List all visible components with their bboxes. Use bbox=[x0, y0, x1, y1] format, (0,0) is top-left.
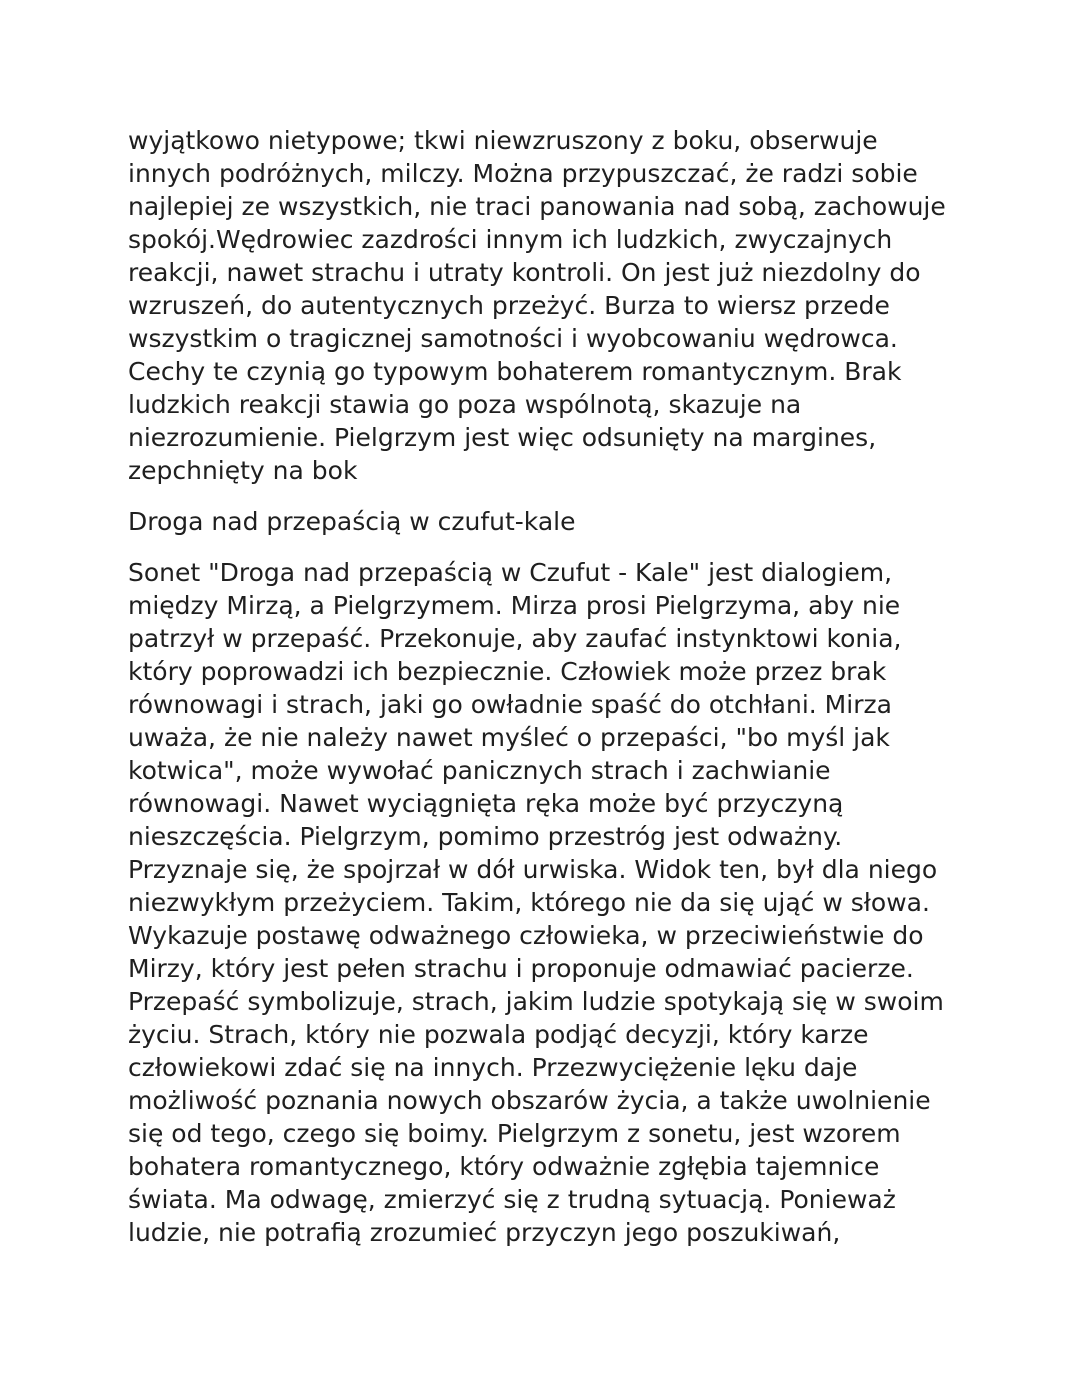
text-line: Wykazuje postawę odważnego człowieka, w przeciwieństwie do bbox=[128, 921, 924, 950]
text-line: niezrozumienie. Pielgrzym jest więc odsunięty na margines, bbox=[128, 423, 877, 452]
text-line: najlepiej ze wszystkich, nie traci panowania nad sobą, zachowuje bbox=[128, 192, 946, 221]
text-line: reakcji, nawet strachu i utraty kontroli. On jest już niezdolny do bbox=[128, 258, 921, 287]
text-line: ludzie, nie potrafią zrozumieć przyczyn jego poszukiwań, bbox=[128, 1218, 841, 1247]
text-line: niezwykłym przeżyciem. Takim, którego nie da się ująć w słowa. bbox=[128, 888, 930, 917]
heading-text: Droga nad przepaścią w czufut-kale bbox=[128, 507, 576, 536]
text-line: Sonet "Droga nad przepaścią w Czufut - Kale" jest dialogiem, bbox=[128, 558, 893, 587]
text-line: między Mirzą, a Pielgrzymem. Mirza prosi Pielgrzyma, aby nie bbox=[128, 591, 901, 620]
paragraph-sonnet-analysis bbox=[128, 556, 1008, 1249]
text-line: wzruszeń, do autentycznych przeżyć. Burza to wiersz przede bbox=[128, 291, 890, 320]
text-line: innych podróżnych, milczy. Można przypuszczać, że radzi sobie bbox=[128, 159, 918, 188]
text-line: uważa, że nie należy nawet myśleć o przepaści, "bo myśl jak bbox=[128, 723, 890, 752]
text-line: człowiekowi zdać się na innych. Przezwyciężenie lęku daje bbox=[128, 1053, 858, 1082]
text-line: zepchnięty na bok bbox=[128, 456, 358, 485]
text-line: kotwica", może wywołać panicznych strach i zachwianie bbox=[128, 756, 831, 785]
text-line: Mirzy, który jest pełen strachu i proponuje odmawiać pacierze. bbox=[128, 954, 914, 983]
section-heading bbox=[128, 505, 1008, 538]
text-line: wyjątkowo nietypowe; tkwi niewzruszony z boku, obserwuje bbox=[128, 126, 878, 155]
paragraph-storm-analysis bbox=[128, 124, 1008, 487]
text-line: spokój.Wędrowiec zazdrości innym ich ludzkich, zwyczajnych bbox=[128, 225, 893, 254]
text-line: który poprowadzi ich bezpiecznie. Człowiek może przez brak bbox=[128, 657, 887, 686]
text-line: bohatera romantycznego, który odważnie zgłębia tajemnice bbox=[128, 1152, 880, 1181]
text-line: patrzył w przepaść. Przekonuje, aby zaufać instynktowi konia, bbox=[128, 624, 902, 653]
text-line: ludzkich reakcji stawia go poza wspólnotą, skazuje na bbox=[128, 390, 802, 419]
text-line: Cechy te czynią go typowym bohaterem romantycznym. Brak bbox=[128, 357, 902, 386]
text-line: Przyznaje się, że spojrzał w dół urwiska. Widok ten, był dla niego bbox=[128, 855, 938, 884]
text-line: Przepaść symbolizuje, strach, jakim ludzie spotykają się w swoim bbox=[128, 987, 944, 1016]
text-line: możliwość poznania nowych obszarów życia, a także uwolnienie bbox=[128, 1086, 931, 1115]
text-line: się od tego, czego się boimy. Pielgrzym z sonetu, jest wzorem bbox=[128, 1119, 901, 1148]
text-line: życiu. Strach, który nie pozwala podjąć decyzji, który karze bbox=[128, 1020, 869, 1049]
text-line: wszystkim o tragicznej samotności i wyobcowaniu wędrowca. bbox=[128, 324, 898, 353]
text-line: równowagi i strach, jaki go owładnie spaść do otchłani. Mirza bbox=[128, 690, 892, 719]
text-line: nieszczęścia. Pielgrzym, pomimo przestróg jest odważny. bbox=[128, 822, 843, 851]
text-line: świata. Ma odwagę, zmierzyć się z trudną sytuacją. Ponieważ bbox=[128, 1185, 896, 1214]
text-line: równowagi. Nawet wyciągnięta ręka może być przyczyną bbox=[128, 789, 844, 818]
